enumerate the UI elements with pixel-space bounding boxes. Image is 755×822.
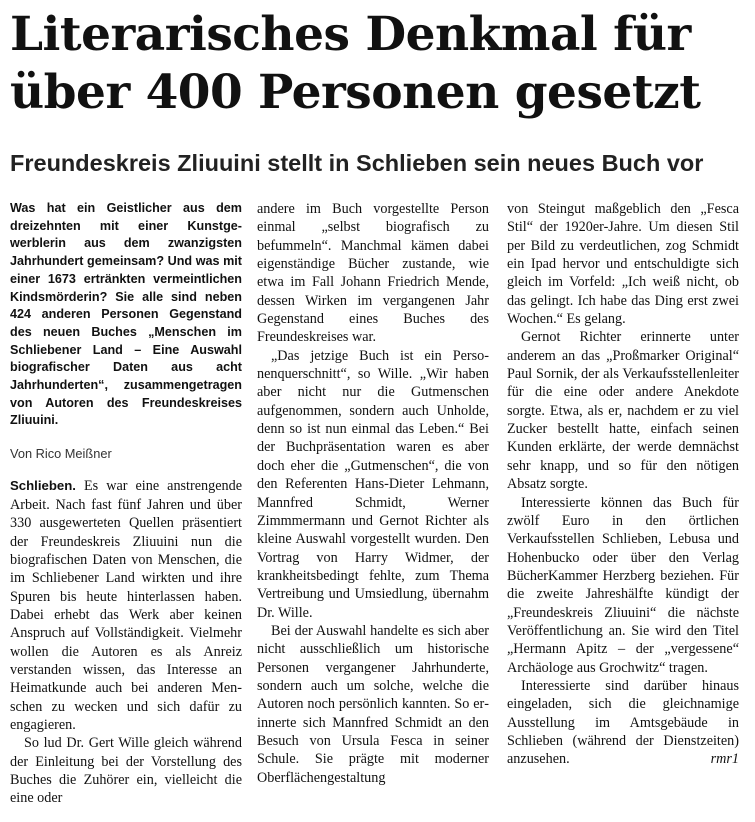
headline-line-2: über 400 Personen gesetzt (10, 65, 701, 120)
paragraph-4-cont: von Steingut maßgeblich den „Fesca Stil“ der 1920er-Jahre. Um diesen Stil per Bild zu verdeutlichen, zog Schmidt ein Ipad hervor und entschuldigte sich gleich im Vorfeld: „Ich weiß nicht, ob das gelingt. Ich habe das Ding erst zwei Wochen.“ Es gelang. (507, 201, 739, 328)
paragraph-2: So lud Dr. Gert Wille gleich während der Einleitung bei der Vorstellung des Buches die Zuhörer ein, vielleicht die eine oder (10, 735, 242, 807)
paragraph-2-cont: andere im Buch vorgestellte Person einmal „selbst biografisch zu befummeln“. Manchmal kämen dabei eigenständige Bücher zustande, wie etwa im Fall Johann Friedrich Mende, dessen Wirken im vergangenen Jahr Gegenstand eines Buches des Freundeskreises war. (257, 201, 489, 346)
article-subheadline: Freundeskreis Zliuuini stellt in Schlieben sein neues Buch vor (10, 150, 704, 176)
article-headline (10, 6, 750, 122)
paragraph-4: Bei der Auswahl handelte es sich aber nicht ausschließlich um historische Personen vergangener Jahrhunderte, sondern auch um solche, welche die Autoren noch persönlich kannten. So erinnerte sich Mannfred Schmidt an den Besuch von Ursula Fesca in seiner Schule. Sie prägte mit moderner Oberflächengestaltung (257, 622, 489, 786)
headline-line-1: Literarisches Denkmal für (10, 7, 691, 62)
paragraph-1: Schlieben. Es war eine anstrengende Arbeit. Nach fast fünf Jahren und über 330 ausgewerteten Quellen präsentiert der Freundeskreis Zliuuini nun die biografischen Daten von Menschen, die im Schliebener Land wirkten und ihre Spuren bis heute hinterlassen haben. Dabei erhebt das Werk aber keinen Anspruch auf Vollständigkeit. Vielmehr wollen die Autoren es als Anreiz verstanden wissen, das Interesse an Heimatkunde auch bei anderen Menschen zu wecken und sich dafür zu engagieren. (10, 478, 242, 733)
column-1 (10, 200, 242, 808)
byline: Von Rico Meißner (10, 446, 112, 462)
paragraph-6: Interessierte können das Buch für zwölf Euro in den örtlichen Verkaufsstellen Schlieben, Lebusa und Hohenbucko oder über den Verlag BücherKammer Herzberg beziehen. Für die zweite Jahreshälfte kündigt der „Freundeskreis Zliuuini“ die nächste Veröffentlichung an. Sie wird den Titel „Hermann Apitz – der „vergessene“ Archäologe aus Grochwitz“ tragen. (507, 494, 739, 676)
author-signature: rmr1 (710, 751, 739, 768)
paragraph-3: „Das jetzige Buch ist ein Personenquerschnitt“, so Wille. „Wir haben aber nicht nur die Gutmenschen aufgenommen, sondern auch Unholde, denn so ist nun einmal das Leben.“ Bei der Buchpräsentation waren es aber doch eher die „Gutmenschen“, die von den Referenten Hans-Dieter Lehmann, Mannfred Schmidt, Werner Zimmmermann und Gernot Richter als kleine Auswahl vorgestellt wurden. Den Vortrag von Harry Widmer, der krankheitsbedingt fehlte, zum Thema Vertreibung und Umsiedlung, übernahm Dr. Wille. (257, 347, 489, 621)
column-2 (257, 200, 489, 787)
column-3 (507, 200, 739, 769)
article-lead: Was hat ein Geistlicher aus dem dreizehnten mit einer Kunstgewerblerin aus dem zwanzigsten Jahrhundert gemeinsam? Und was mit einer 1673 ertränkten vermeintlichen Kindsmörderin? Sie alle sind neben 424 anderen Personen Gegenstand des neuen Buches „Menschen im Schliebener Land – Eine Auswahl biografischer Daten aus acht Jahrhunderten“, zusammengetragen von Autoren des Freundeskreises Zliuuini. (10, 201, 242, 428)
paragraph-5: Gernot Richter erinnerte unter anderem an das „Proßmarker Original“ Paul Sornik, der als Verkaufsstellenleiter für die eine oder andere Anekdote sorgte. Etwa, als er, nachdem er zu viel Zucker bestellt hatte, einfach seinen Kunden erklärte, der werde demnächst sehr knapp, und so für den nötigen Absatz sorgte. (507, 329, 739, 493)
dateline: Schlieben. (10, 478, 76, 494)
paragraph-7: Interessierte sind darüber hinaus eingeladen, sich die gleichnamige Ausstellung im Amtsgebäude in Schlieben (während der Dienstzeiten) anzusehen. rmr1 (507, 677, 739, 768)
